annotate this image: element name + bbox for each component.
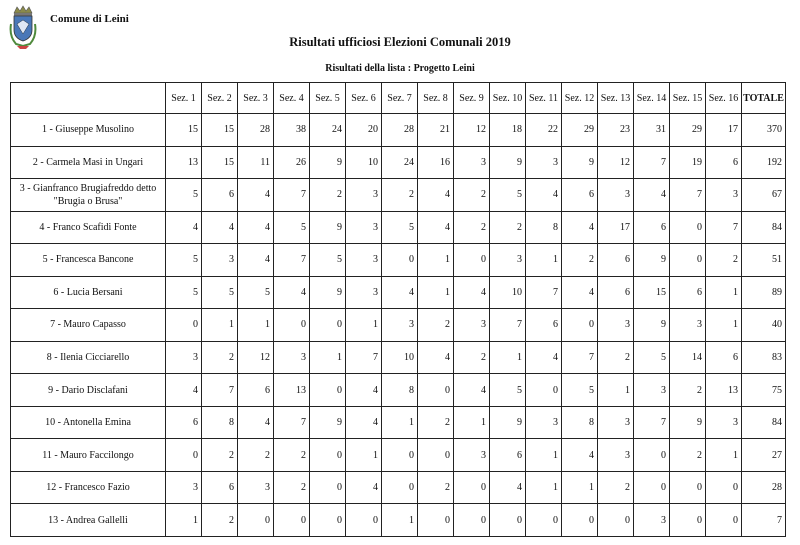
section-votes-cell: 1 [490, 341, 526, 374]
section-votes-cell: 0 [418, 374, 454, 407]
section-votes-cell: 0 [670, 211, 706, 244]
section-votes-cell: 7 [274, 244, 310, 277]
results-table-body [11, 114, 786, 537]
total-votes-cell: 370 [742, 114, 786, 147]
table-row [11, 406, 786, 439]
section-votes-cell: 3 [454, 146, 490, 179]
table-row [11, 471, 786, 504]
section-votes-cell: 0 [670, 504, 706, 537]
section-votes-cell: 3 [166, 471, 202, 504]
results-table [10, 82, 786, 537]
section-votes-cell: 5 [490, 374, 526, 407]
section-votes-cell: 2 [274, 471, 310, 504]
section-votes-cell: 7 [202, 374, 238, 407]
section-votes-cell: 2 [490, 211, 526, 244]
municipality-name: Comune di Leini [50, 13, 129, 25]
section-votes-cell: 24 [310, 114, 346, 147]
section-votes-cell: 4 [454, 276, 490, 309]
section-votes-cell: 2 [670, 374, 706, 407]
candidate-name: 6 - Lucia Bersani [11, 276, 166, 309]
section-votes-cell: 0 [382, 471, 418, 504]
section-votes-cell: 3 [598, 179, 634, 212]
candidate-name: 1 - Giuseppe Musolino [11, 114, 166, 147]
section-votes-cell: 23 [598, 114, 634, 147]
section-votes-cell: 3 [454, 309, 490, 342]
total-votes-cell: 67 [742, 179, 786, 212]
table-row [11, 179, 786, 212]
section-votes-cell: 7 [346, 341, 382, 374]
section-votes-cell: 0 [238, 504, 274, 537]
section-votes-cell: 6 [526, 309, 562, 342]
total-votes-cell: 84 [742, 211, 786, 244]
table-row [11, 211, 786, 244]
section-votes-cell: 2 [274, 439, 310, 472]
section-votes-cell: 0 [418, 439, 454, 472]
section-votes-cell: 9 [490, 146, 526, 179]
results-table-header [11, 83, 786, 114]
section-votes-cell: 10 [346, 146, 382, 179]
section-votes-cell: 13 [166, 146, 202, 179]
section-votes-cell: 6 [634, 211, 670, 244]
section-votes-cell: 0 [454, 244, 490, 277]
section-votes-cell: 7 [670, 179, 706, 212]
section-votes-cell: 0 [166, 309, 202, 342]
section-votes-cell: 4 [346, 471, 382, 504]
section-votes-cell: 0 [490, 504, 526, 537]
section-votes-cell: 6 [202, 471, 238, 504]
section-votes-cell: 2 [670, 439, 706, 472]
section-votes-cell: 5 [274, 211, 310, 244]
total-votes-cell: 83 [742, 341, 786, 374]
section-votes-cell: 7 [274, 406, 310, 439]
section-votes-cell: 15 [202, 114, 238, 147]
section-votes-cell: 4 [166, 374, 202, 407]
section-votes-cell: 2 [598, 471, 634, 504]
section-votes-cell: 7 [274, 179, 310, 212]
section-votes-cell: 1 [418, 244, 454, 277]
section-votes-cell: 3 [454, 439, 490, 472]
section-votes-cell: 0 [310, 374, 346, 407]
section-votes-cell: 1 [346, 309, 382, 342]
section-votes-cell: 6 [670, 276, 706, 309]
section-votes-cell: 0 [634, 439, 670, 472]
section-votes-cell: 9 [490, 406, 526, 439]
total-votes-cell: 51 [742, 244, 786, 277]
section-votes-cell: 0 [634, 471, 670, 504]
section-votes-cell: 13 [706, 374, 742, 407]
section-votes-cell: 7 [634, 406, 670, 439]
page-title: Risultati ufficiosi Elezioni Comunali 2019 [289, 35, 511, 49]
section-votes-cell: 29 [670, 114, 706, 147]
total-votes-cell: 40 [742, 309, 786, 342]
column-header-section: Sez. 1 [166, 83, 202, 114]
column-header-section: Sez. 3 [238, 83, 274, 114]
section-votes-cell: 9 [310, 276, 346, 309]
section-votes-cell: 1 [526, 471, 562, 504]
column-header-section: Sez. 5 [310, 83, 346, 114]
candidate-name: 5 - Francesca Bancone [11, 244, 166, 277]
section-votes-cell: 6 [706, 146, 742, 179]
section-votes-cell: 3 [274, 341, 310, 374]
section-votes-cell: 2 [418, 471, 454, 504]
section-votes-cell: 5 [310, 244, 346, 277]
column-header-total: TOTALE [742, 83, 786, 114]
section-votes-cell: 3 [526, 146, 562, 179]
section-votes-cell: 0 [562, 309, 598, 342]
section-votes-cell: 9 [634, 309, 670, 342]
candidate-name: 11 - Mauro Faccilongo [11, 439, 166, 472]
section-votes-cell: 4 [346, 406, 382, 439]
table-row [11, 374, 786, 407]
section-votes-cell: 18 [490, 114, 526, 147]
section-votes-cell: 0 [346, 504, 382, 537]
section-votes-cell: 5 [634, 341, 670, 374]
candidate-name: 7 - Mauro Capasso [11, 309, 166, 342]
section-votes-cell: 0 [310, 439, 346, 472]
section-votes-cell: 8 [526, 211, 562, 244]
column-header-section: Sez. 14 [634, 83, 670, 114]
section-votes-cell: 6 [166, 406, 202, 439]
section-votes-cell: 15 [202, 146, 238, 179]
section-votes-cell: 3 [526, 406, 562, 439]
section-votes-cell: 3 [670, 309, 706, 342]
candidate-name: 9 - Dario Disclafani [11, 374, 166, 407]
section-votes-cell: 14 [670, 341, 706, 374]
section-votes-cell: 3 [634, 374, 670, 407]
column-header-section: Sez. 2 [202, 83, 238, 114]
section-votes-cell: 12 [454, 114, 490, 147]
section-votes-cell: 28 [238, 114, 274, 147]
section-votes-cell: 7 [490, 309, 526, 342]
section-votes-cell: 4 [238, 244, 274, 277]
section-votes-cell: 3 [382, 309, 418, 342]
section-votes-cell: 9 [310, 211, 346, 244]
section-votes-cell: 9 [634, 244, 670, 277]
section-votes-cell: 4 [562, 276, 598, 309]
section-votes-cell: 3 [706, 406, 742, 439]
section-votes-cell: 12 [598, 146, 634, 179]
section-votes-cell: 3 [346, 179, 382, 212]
section-votes-cell: 2 [562, 244, 598, 277]
section-votes-cell: 7 [706, 211, 742, 244]
section-votes-cell: 7 [562, 341, 598, 374]
section-votes-cell: 3 [346, 211, 382, 244]
section-votes-cell: 7 [526, 276, 562, 309]
column-header-section: Sez. 6 [346, 83, 382, 114]
section-votes-cell: 0 [670, 471, 706, 504]
section-votes-cell: 1 [454, 406, 490, 439]
section-votes-cell: 4 [454, 374, 490, 407]
header-row [11, 83, 786, 114]
section-votes-cell: 8 [382, 374, 418, 407]
candidate-name: 4 - Franco Scafidi Fonte [11, 211, 166, 244]
section-votes-cell: 1 [166, 504, 202, 537]
section-votes-cell: 4 [238, 211, 274, 244]
section-votes-cell: 2 [238, 439, 274, 472]
column-header-section: Sez. 8 [418, 83, 454, 114]
section-votes-cell: 1 [562, 471, 598, 504]
section-votes-cell: 5 [166, 244, 202, 277]
section-votes-cell: 3 [346, 244, 382, 277]
section-votes-cell: 3 [706, 179, 742, 212]
column-header-section: Sez. 12 [562, 83, 598, 114]
section-votes-cell: 5 [238, 276, 274, 309]
table-row [11, 114, 786, 147]
section-votes-cell: 0 [310, 309, 346, 342]
section-votes-cell: 5 [382, 211, 418, 244]
section-votes-cell: 6 [706, 341, 742, 374]
section-votes-cell: 20 [346, 114, 382, 147]
section-votes-cell: 1 [382, 406, 418, 439]
section-votes-cell: 2 [598, 341, 634, 374]
total-votes-cell: 84 [742, 406, 786, 439]
section-votes-cell: 3 [490, 244, 526, 277]
section-votes-cell: 0 [706, 471, 742, 504]
column-header-section: Sez. 9 [454, 83, 490, 114]
section-votes-cell: 4 [238, 179, 274, 212]
section-votes-cell: 1 [706, 309, 742, 342]
section-votes-cell: 0 [562, 504, 598, 537]
section-votes-cell: 1 [526, 244, 562, 277]
section-votes-cell: 0 [274, 504, 310, 537]
section-votes-cell: 0 [670, 244, 706, 277]
total-votes-cell: 28 [742, 471, 786, 504]
section-votes-cell: 4 [526, 179, 562, 212]
section-votes-cell: 4 [490, 471, 526, 504]
section-votes-cell: 13 [274, 374, 310, 407]
section-votes-cell: 4 [418, 341, 454, 374]
section-votes-cell: 0 [454, 504, 490, 537]
section-votes-cell: 29 [562, 114, 598, 147]
total-votes-cell: 89 [742, 276, 786, 309]
table-row [11, 341, 786, 374]
section-votes-cell: 1 [382, 504, 418, 537]
section-votes-cell: 4 [238, 406, 274, 439]
section-votes-cell: 15 [166, 114, 202, 147]
column-header-section: Sez. 7 [382, 83, 418, 114]
candidate-name: 13 - Andrea Gallelli [11, 504, 166, 537]
section-votes-cell: 12 [238, 341, 274, 374]
section-votes-cell: 0 [310, 504, 346, 537]
section-votes-cell: 10 [382, 341, 418, 374]
section-votes-cell: 5 [166, 179, 202, 212]
section-votes-cell: 9 [310, 406, 346, 439]
table-row [11, 244, 786, 277]
section-votes-cell: 1 [598, 374, 634, 407]
section-votes-cell: 1 [238, 309, 274, 342]
section-votes-cell: 38 [274, 114, 310, 147]
section-votes-cell: 4 [274, 276, 310, 309]
section-votes-cell: 1 [706, 439, 742, 472]
section-votes-cell: 3 [598, 309, 634, 342]
section-votes-cell: 4 [346, 374, 382, 407]
section-votes-cell: 0 [418, 504, 454, 537]
section-votes-cell: 1 [526, 439, 562, 472]
column-header-section: Sez. 11 [526, 83, 562, 114]
section-votes-cell: 5 [202, 276, 238, 309]
section-votes-cell: 1 [706, 276, 742, 309]
column-header-candidate [11, 83, 166, 114]
section-votes-cell: 6 [598, 276, 634, 309]
section-votes-cell: 2 [418, 309, 454, 342]
column-header-section: Sez. 16 [706, 83, 742, 114]
section-votes-cell: 22 [526, 114, 562, 147]
section-votes-cell: 3 [598, 439, 634, 472]
section-votes-cell: 0 [310, 471, 346, 504]
section-votes-cell: 2 [310, 179, 346, 212]
section-votes-cell: 4 [562, 439, 598, 472]
list-subtitle: Risultati della lista : Progetto Leini [325, 63, 475, 74]
section-votes-cell: 2 [454, 211, 490, 244]
section-votes-cell: 0 [382, 439, 418, 472]
section-votes-cell: 4 [634, 179, 670, 212]
section-votes-cell: 2 [418, 406, 454, 439]
section-votes-cell: 15 [634, 276, 670, 309]
section-votes-cell: 16 [418, 146, 454, 179]
section-votes-cell: 9 [310, 146, 346, 179]
section-votes-cell: 2 [706, 244, 742, 277]
section-votes-cell: 3 [202, 244, 238, 277]
table-row [11, 276, 786, 309]
candidate-name: 10 - Antonella Emina [11, 406, 166, 439]
section-votes-cell: 4 [166, 211, 202, 244]
section-votes-cell: 6 [598, 244, 634, 277]
section-votes-cell: 5 [490, 179, 526, 212]
section-votes-cell: 31 [634, 114, 670, 147]
section-votes-cell: 1 [202, 309, 238, 342]
section-votes-cell: 17 [598, 211, 634, 244]
section-votes-cell: 2 [454, 179, 490, 212]
section-votes-cell: 17 [706, 114, 742, 147]
section-votes-cell: 0 [274, 309, 310, 342]
section-votes-cell: 0 [526, 504, 562, 537]
section-votes-cell: 0 [526, 374, 562, 407]
section-votes-cell: 4 [418, 179, 454, 212]
section-votes-cell: 2 [202, 439, 238, 472]
section-votes-cell: 2 [202, 504, 238, 537]
column-header-section: Sez. 15 [670, 83, 706, 114]
table-row [11, 146, 786, 179]
section-votes-cell: 4 [562, 211, 598, 244]
candidate-name: 12 - Francesco Fazio [11, 471, 166, 504]
table-row [11, 439, 786, 472]
section-votes-cell: 5 [166, 276, 202, 309]
total-votes-cell: 27 [742, 439, 786, 472]
candidate-name: 3 - Gianfranco Brugiafreddo detto "Brugia o Brusa" [11, 179, 166, 212]
section-votes-cell: 0 [382, 244, 418, 277]
section-votes-cell: 6 [490, 439, 526, 472]
section-votes-cell: 2 [454, 341, 490, 374]
section-votes-cell: 3 [346, 276, 382, 309]
section-votes-cell: 3 [634, 504, 670, 537]
section-votes-cell: 24 [382, 146, 418, 179]
total-votes-cell: 192 [742, 146, 786, 179]
section-votes-cell: 9 [670, 406, 706, 439]
section-votes-cell: 7 [634, 146, 670, 179]
section-votes-cell: 11 [238, 146, 274, 179]
section-votes-cell: 6 [238, 374, 274, 407]
section-votes-cell: 4 [526, 341, 562, 374]
table-row [11, 504, 786, 537]
table-row [11, 309, 786, 342]
section-votes-cell: 21 [418, 114, 454, 147]
section-votes-cell: 0 [166, 439, 202, 472]
section-votes-cell: 28 [382, 114, 418, 147]
section-votes-cell: 9 [562, 146, 598, 179]
section-votes-cell: 5 [562, 374, 598, 407]
section-votes-cell: 1 [346, 439, 382, 472]
total-votes-cell: 7 [742, 504, 786, 537]
section-votes-cell: 0 [706, 504, 742, 537]
section-votes-cell: 19 [670, 146, 706, 179]
section-votes-cell: 26 [274, 146, 310, 179]
section-votes-cell: 0 [598, 504, 634, 537]
section-votes-cell: 3 [166, 341, 202, 374]
section-votes-cell: 4 [418, 211, 454, 244]
section-votes-cell: 2 [202, 341, 238, 374]
section-votes-cell: 1 [418, 276, 454, 309]
column-header-section: Sez. 10 [490, 83, 526, 114]
column-header-section: Sez. 13 [598, 83, 634, 114]
column-header-section: Sez. 4 [274, 83, 310, 114]
section-votes-cell: 1 [310, 341, 346, 374]
total-votes-cell: 75 [742, 374, 786, 407]
candidate-name: 2 - Carmela Masi in Ungari [11, 146, 166, 179]
section-votes-cell: 6 [202, 179, 238, 212]
section-votes-cell: 4 [202, 211, 238, 244]
section-votes-cell: 2 [382, 179, 418, 212]
section-votes-cell: 3 [238, 471, 274, 504]
candidate-name: 8 - Ilenia Cicciarello [11, 341, 166, 374]
section-votes-cell: 8 [202, 406, 238, 439]
section-votes-cell: 0 [454, 471, 490, 504]
section-votes-cell: 4 [382, 276, 418, 309]
section-votes-cell: 6 [562, 179, 598, 212]
section-votes-cell: 10 [490, 276, 526, 309]
section-votes-cell: 3 [598, 406, 634, 439]
section-votes-cell: 8 [562, 406, 598, 439]
